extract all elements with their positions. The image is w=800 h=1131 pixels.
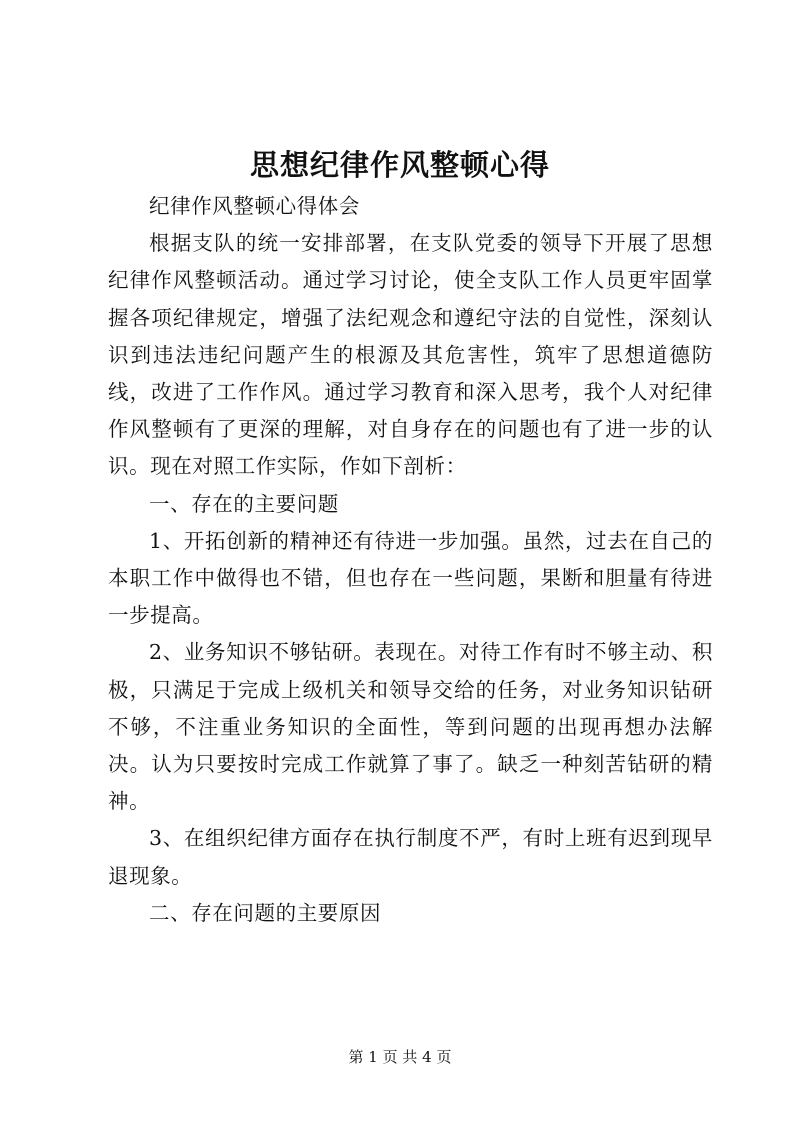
problem-item-2: 2、业务知识不够钻研。表现在。对待工作有时不够主动、积极，只满足于完成上级机关和领导交给的任务，对业务知识钻研不够，不注重业务知识的全面性，等到问题的出现再想办法解决。认为只要按时完成工作就算了事了。缺乏一种刻苦钻研的精神。	[108, 640, 713, 814]
problem-item-3: 3、在组织纪律方面存在执行制度不严，有时上班有迟到现早退现象。	[108, 826, 713, 888]
page-indicator: 第 1 页 共 4 页	[348, 1048, 452, 1066]
problem-item-1: 1、开拓创新的精神还有待进一步加强。虽然，过去在自己的本职工作中做得也不错，但也存在一些问题，果断和胆量有待进一步提高。	[108, 528, 713, 628]
document-body	[108, 188, 713, 932]
document-title: 思想纪律作风整顿心得	[249, 148, 550, 182]
section-heading-problems: 一、存在的主要问题	[149, 491, 339, 516]
intro-paragraph: 根据支队的统一安排部署，在支队党委的领导下开展了思想纪律作风整顿活动。通过学习讨论，使全支队工作人员更牢固掌握各项纪律规定，增强了法纪观念和遵纪守法的自觉性，深刻认识到违法违纪问题产生的根源及其危害性，筑牢了思想道德防线，改进了工作作风。通过学习教育和深入思考，我个人对纪律作风整顿有了更深的理解，对自身存在的问题也有了进一步的认识。现在对照工作实际，作如下剖析：	[108, 231, 713, 479]
subtitle-paragraph: 纪律作风整顿心得体会	[149, 194, 360, 218]
section-heading-causes: 二、存在问题的主要原因	[149, 900, 382, 925]
